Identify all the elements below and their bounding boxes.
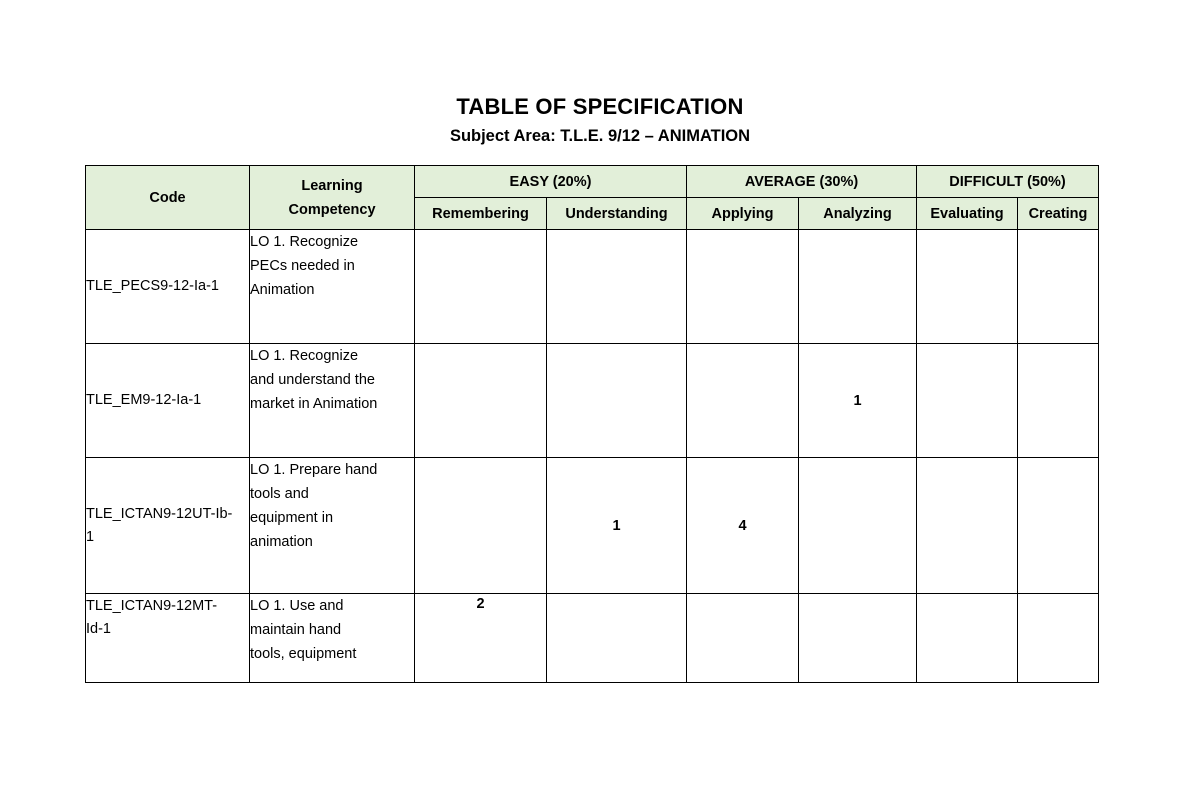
header-remembering: Remembering — [415, 198, 547, 230]
cell-applying — [687, 230, 799, 344]
cell-applying — [687, 344, 799, 458]
competency-line: animation — [250, 534, 313, 550]
cell-competency — [250, 230, 415, 344]
cell-evaluating — [917, 594, 1018, 683]
cell-creating — [1018, 344, 1099, 458]
specification-table — [85, 165, 1099, 683]
cell-analyzing — [799, 458, 917, 594]
competency-line: market in Animation — [250, 396, 378, 412]
cell-code — [86, 458, 250, 594]
cell-applying — [687, 594, 799, 683]
document-subtitle: Subject Area: T.L.E. 9/12 – ANIMATION — [449, 127, 751, 145]
header-competency-line1: Learning — [301, 177, 363, 194]
cell-applying: 4 — [687, 458, 799, 594]
cell-analyzing — [799, 230, 917, 344]
header-competency-line2: Competency — [288, 201, 376, 218]
header-difficult: DIFFICULT (50%) — [917, 166, 1099, 198]
competency-line: equipment in — [250, 510, 334, 526]
competency-line: Animation — [250, 282, 315, 298]
cell-remembering — [415, 344, 547, 458]
header-code: Code — [86, 166, 250, 230]
code-line: TLE_PECS9-12-Ia-1 — [86, 278, 219, 294]
code-line: Id-1 — [86, 621, 111, 637]
cell-creating — [1018, 594, 1099, 683]
competency-line: tools, equipment — [250, 646, 357, 662]
cell-remembering — [415, 230, 547, 344]
code-line: 1 — [86, 528, 95, 545]
cell-understanding — [547, 344, 687, 458]
competency-line: maintain hand — [250, 622, 342, 638]
cell-competency — [250, 458, 415, 594]
cell-code — [86, 344, 250, 458]
cell-remembering: 2 — [415, 594, 547, 683]
cell-competency — [250, 344, 415, 458]
code-line: TLE_ICTAN9-12MT- — [86, 598, 218, 614]
header-average: AVERAGE (30%) — [687, 166, 917, 198]
cell-evaluating — [917, 344, 1018, 458]
table-row — [86, 344, 1099, 458]
cell-evaluating — [917, 230, 1018, 344]
code-line: TLE_ICTAN9-12UT-Ib- — [86, 505, 233, 522]
cell-creating — [1018, 230, 1099, 344]
header-evaluating: Evaluating — [917, 198, 1018, 230]
cell-understanding — [547, 594, 687, 683]
cell-creating — [1018, 458, 1099, 594]
header-creating: Creating — [1018, 198, 1099, 230]
header-understanding: Understanding — [547, 198, 687, 230]
cell-code — [86, 230, 250, 344]
competency-line: PECs needed in — [250, 258, 355, 274]
header-analyzing: Analyzing — [799, 198, 917, 230]
cell-remembering — [415, 458, 547, 594]
cell-analyzing — [799, 594, 917, 683]
competency-line: LO 1. Prepare hand — [250, 462, 378, 478]
cell-code — [86, 594, 250, 683]
cell-understanding — [547, 230, 687, 344]
competency-line: and understand the — [250, 372, 375, 388]
cell-evaluating — [917, 458, 1018, 594]
document-title: TABLE OF SPECIFICATION — [456, 94, 744, 119]
competency-line: LO 1. Recognize — [250, 348, 359, 364]
competency-line: LO 1. Use and — [250, 598, 344, 614]
table-row — [86, 458, 1099, 594]
header-easy: EASY (20%) — [415, 166, 687, 198]
competency-line: tools and — [250, 486, 309, 502]
table-row — [86, 594, 1099, 683]
code-line: TLE_EM9-12-Ia-1 — [86, 392, 202, 408]
header-learning-competency — [250, 166, 415, 230]
cell-analyzing: 1 — [799, 344, 917, 458]
competency-line: LO 1. Recognize — [250, 234, 359, 250]
header-applying: Applying — [687, 198, 799, 230]
cell-competency — [250, 594, 415, 683]
cell-understanding: 1 — [547, 458, 687, 594]
table-row — [86, 230, 1099, 344]
